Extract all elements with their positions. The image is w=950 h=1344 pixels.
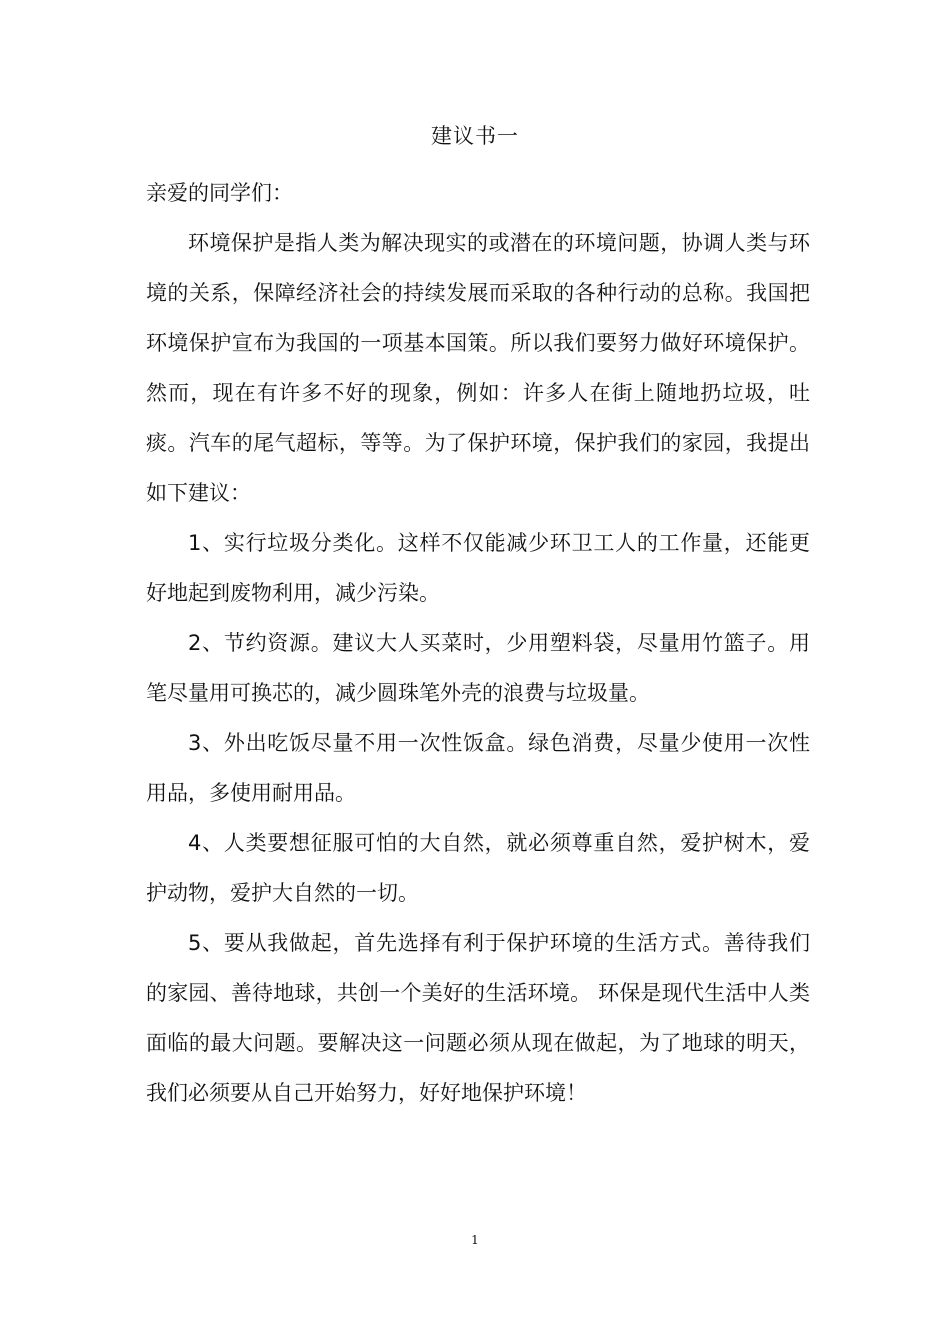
suggestion-3-paragraph: 3、外出吃饭尽量不用一次性饭盒。绿色消费，尽量少使用一次性用品，多使用耐用品。: [146, 731, 810, 805]
suggestion-5-paragraph: 5、要从我做起，首先选择有利于保护环境的生活方式。善待我们的家园、善待地球，共创一个美好的生活环境。 环保是现代生活中人类面临的最大问题。要解决这一问题必须从现在做起，为了地球的明天，我们必须要从自己开始努力，好好地保护环境！: [146, 931, 810, 1105]
page-number: 1: [471, 1233, 479, 1247]
document-title: 建议书一: [431, 124, 519, 148]
suggestion-4-paragraph: 4、人类要想征服可怕的大自然，就必须尊重自然，爱护树木，爱护动物，爱护大自然的一切。: [146, 831, 810, 905]
document-body: [146, 168, 810, 1118]
suggestion-2-paragraph: 2、节约资源。建议大人买菜时，少用塑料袋，尽量用竹篮子。用笔尽量用可换芯的，减少圆珠笔外壳的浪费与垃圾量。: [146, 631, 810, 705]
suggestion-1-paragraph: 1、实行垃圾分类化。这样不仅能减少环卫工人的工作量，还能更好地起到废物利用，减少污染。: [146, 531, 810, 605]
intro-paragraph: 环境保护是指人类为解决现实的或潜在的环境问题，协调人类与环境的关系，保障经济社会的持续发展而采取的各种行动的总称。我国把环境保护宣布为我国的一项基本国策。所以我们要努力做好环境保护。然而，现在有许多不好的现象，例如：许多人在街上随地扔垃圾，吐痰。汽车的尾气超标，等等。为了保护环境，保护我们的家园，我提出如下建议：: [146, 231, 810, 505]
salutation: 亲爱的同学们：: [146, 181, 293, 205]
